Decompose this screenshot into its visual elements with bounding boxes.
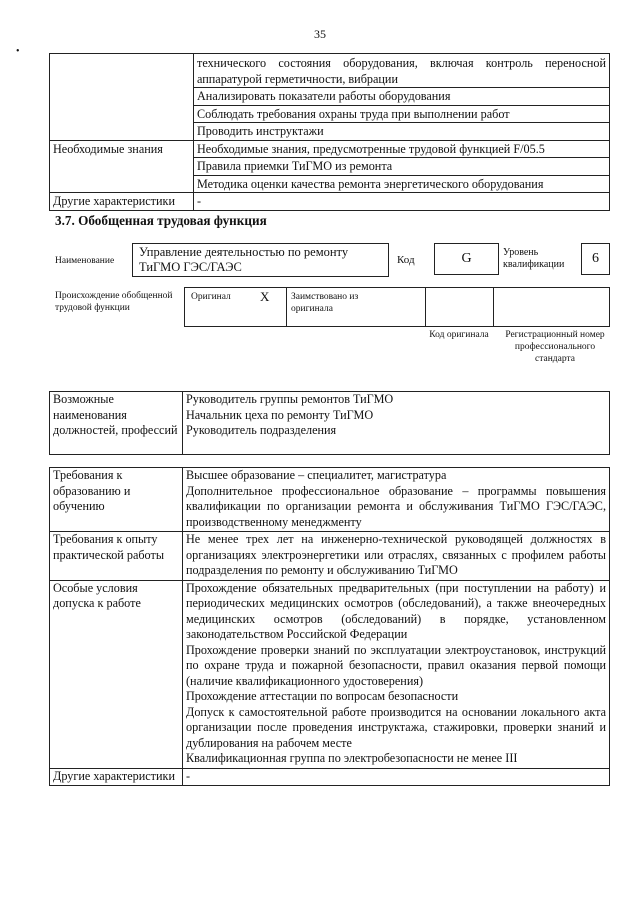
position-item: Руководитель подразделения — [186, 423, 337, 437]
divider — [493, 288, 494, 326]
position-item: Начальник цеха по ремонту ТиГМО — [186, 407, 374, 422]
positions-table — [49, 391, 610, 455]
row-label: Особые условия допуска к работе — [50, 580, 183, 768]
name-label: Наименование — [55, 256, 115, 266]
borrowed-label: Заимствовано из оригинала — [291, 292, 359, 314]
requirements-table — [49, 467, 610, 786]
section-title: 3.7. Обобщенная трудовая функция — [55, 213, 267, 228]
position-item: Руководитель группы ремонтов ТиГМО — [186, 392, 394, 406]
row-label: Требования к опыту практической работы — [50, 532, 183, 581]
original-label: Оригинал — [191, 292, 231, 302]
requirement-line: Высшее образование – специалитет, магистратура — [186, 468, 447, 482]
table-row — [50, 468, 610, 532]
requirement-line: Допуск к самостоятельной работе производится на основании локального акта организации после проведения инструктажа, стажировки, проверки знаний и дублирования на рабочем месте — [186, 704, 606, 750]
origin-label: Происхождение обобщенной трудовой функции — [55, 291, 173, 313]
table-row — [50, 54, 610, 88]
row-label — [50, 54, 194, 141]
table-cell: Соблюдать требования охраны труда при выполнении работ — [194, 105, 610, 123]
name-value: Управление деятельностью по ремонту ТиГМО ГЭС/ГАЭС — [132, 243, 389, 277]
margin-mark: • — [16, 46, 20, 57]
requirement-line: Прохождение обязательных предварительных (при поступлении на работу) и периодических медицинских осмотров (обследований), а также внеочередных медицинских осмотров (обследований) в порядке, установленном законодательством Российской Федерации — [186, 580, 606, 641]
table-cell — [183, 468, 610, 532]
table-cell — [183, 392, 610, 455]
reg-caption: Регистрационный номер профессионального стандарта — [505, 330, 605, 364]
table-cell — [183, 580, 610, 768]
table-cell: Методика оценки качества ремонта энергетического оборудования — [194, 175, 610, 193]
original-mark: X — [260, 289, 270, 304]
table-cell: - — [183, 768, 610, 786]
divider — [286, 288, 287, 326]
table-cell: Необходимые знания, предусмотренные трудовой функцией F/05.5 — [194, 140, 610, 158]
row-label: Другие характеристики — [50, 768, 183, 786]
table-cell: Не менее трех лет на инженерно-технической руководящей должностях в организациях электроэнергетики или отраслях, связанных с профилем работы подразделения по ремонту и обслуживанию ТиГМО — [183, 532, 610, 581]
row-label: Возможные наименования должностей, профессий — [50, 392, 183, 455]
requirement-line: Прохождение проверки знаний по эксплуатации электроустановок, инструкций по охране труда и пожарной безопасности, правил оказания первой помощи (наличие квалификационного удостоверения) — [186, 642, 606, 688]
divider — [425, 288, 426, 326]
code-value: G — [434, 243, 499, 275]
table-row — [50, 193, 610, 211]
table-cell: Правила приемки ТиГМО из ремонта — [194, 158, 610, 176]
row-label: Требования к образованию и обучению — [50, 468, 183, 532]
origin-box — [184, 287, 610, 327]
code-caption: Код оригинала — [429, 330, 489, 340]
level-label: Уровень квалификации — [503, 247, 565, 270]
page-number: 35 — [314, 27, 326, 41]
row-label: Необходимые знания — [50, 140, 194, 193]
table-row — [50, 768, 610, 786]
table-cell: - — [194, 193, 610, 211]
table-row — [50, 580, 610, 768]
level-value: 6 — [581, 243, 610, 275]
table-cell: Анализировать показатели работы оборудования — [194, 88, 610, 106]
table-row — [50, 392, 610, 455]
requirement-line: Квалификационная группа по электробезопасности не менее III — [186, 751, 518, 765]
table-row — [50, 140, 610, 158]
continuation-table — [49, 53, 610, 211]
table-cell: технического состояния оборудования, включая контроль переносной аппаратурой герметичности, вибрации — [194, 54, 610, 88]
table-row — [50, 532, 610, 581]
requirement-line: Прохождение аттестации по вопросам безопасности — [186, 689, 459, 703]
table-cell: Проводить инструктажи — [194, 123, 610, 141]
requirement-line: Дополнительное профессиональное образование – программы повышения квалификации по организации ремонта и обслуживания ТиГМО ГЭС/ГАЭС, производственному менеджменту — [186, 483, 606, 529]
code-label: Код — [397, 254, 415, 266]
row-label: Другие характеристики — [50, 193, 194, 211]
